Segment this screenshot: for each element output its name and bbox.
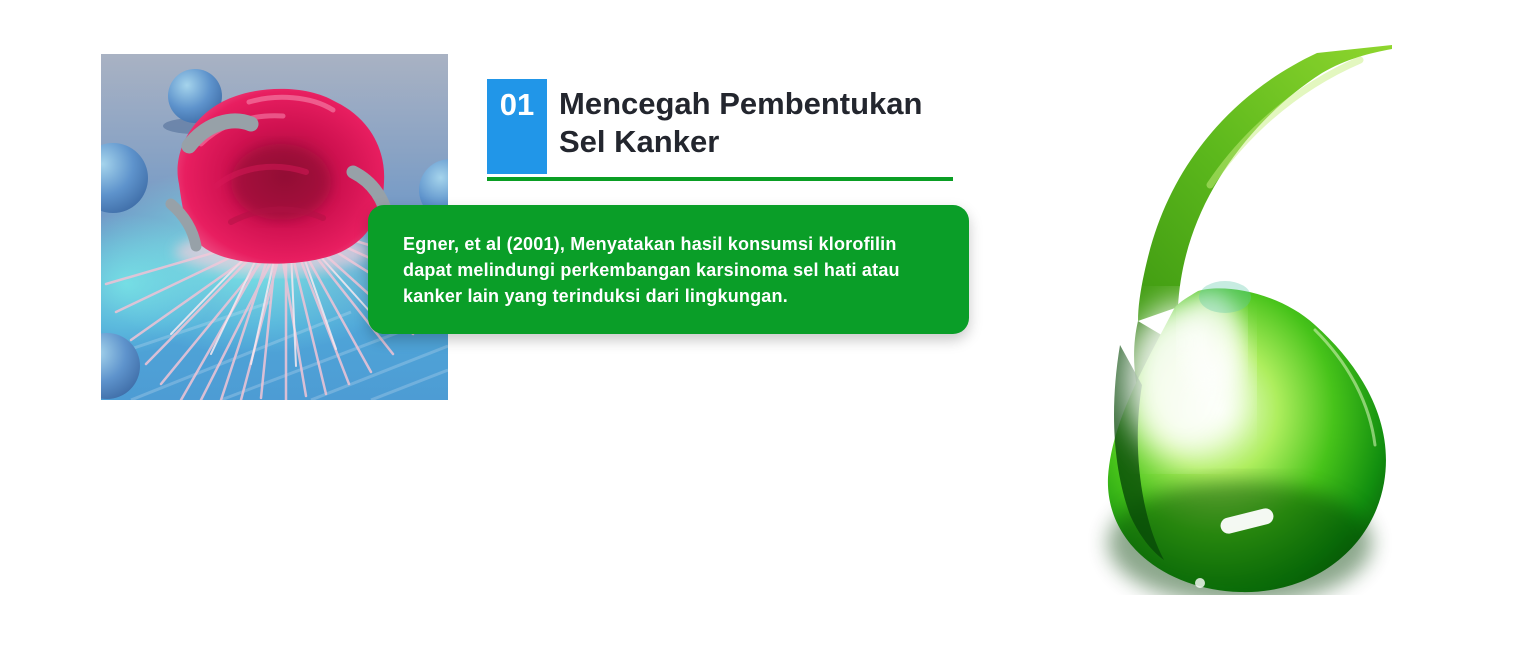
bottom-highlight (1195, 578, 1205, 588)
chlorophyll-drop-image (1060, 45, 1400, 595)
page-title-line-2: Sel Kanker (559, 124, 720, 159)
quote-line-2: dapat melindungi perkembangan karsinoma sel hati atau (403, 260, 900, 280)
quote-line-3: kanker lain yang terinduksi dari lingkungan. (403, 286, 788, 306)
droplet (1108, 281, 1386, 595)
page-title-line-1: Mencegah Pembentukan (559, 86, 923, 121)
quote-line-1: Egner, et al (2001), Menyatakan hasil konsumsi klorofilin (403, 234, 897, 254)
page-title (559, 85, 922, 161)
heading-underline (487, 177, 953, 181)
number-badge-label: 01 (499, 87, 535, 122)
neck-tint (1199, 281, 1251, 313)
number-badge (487, 79, 547, 174)
quote-card (368, 205, 969, 334)
chlorophyll-drop-photo (1060, 45, 1400, 595)
